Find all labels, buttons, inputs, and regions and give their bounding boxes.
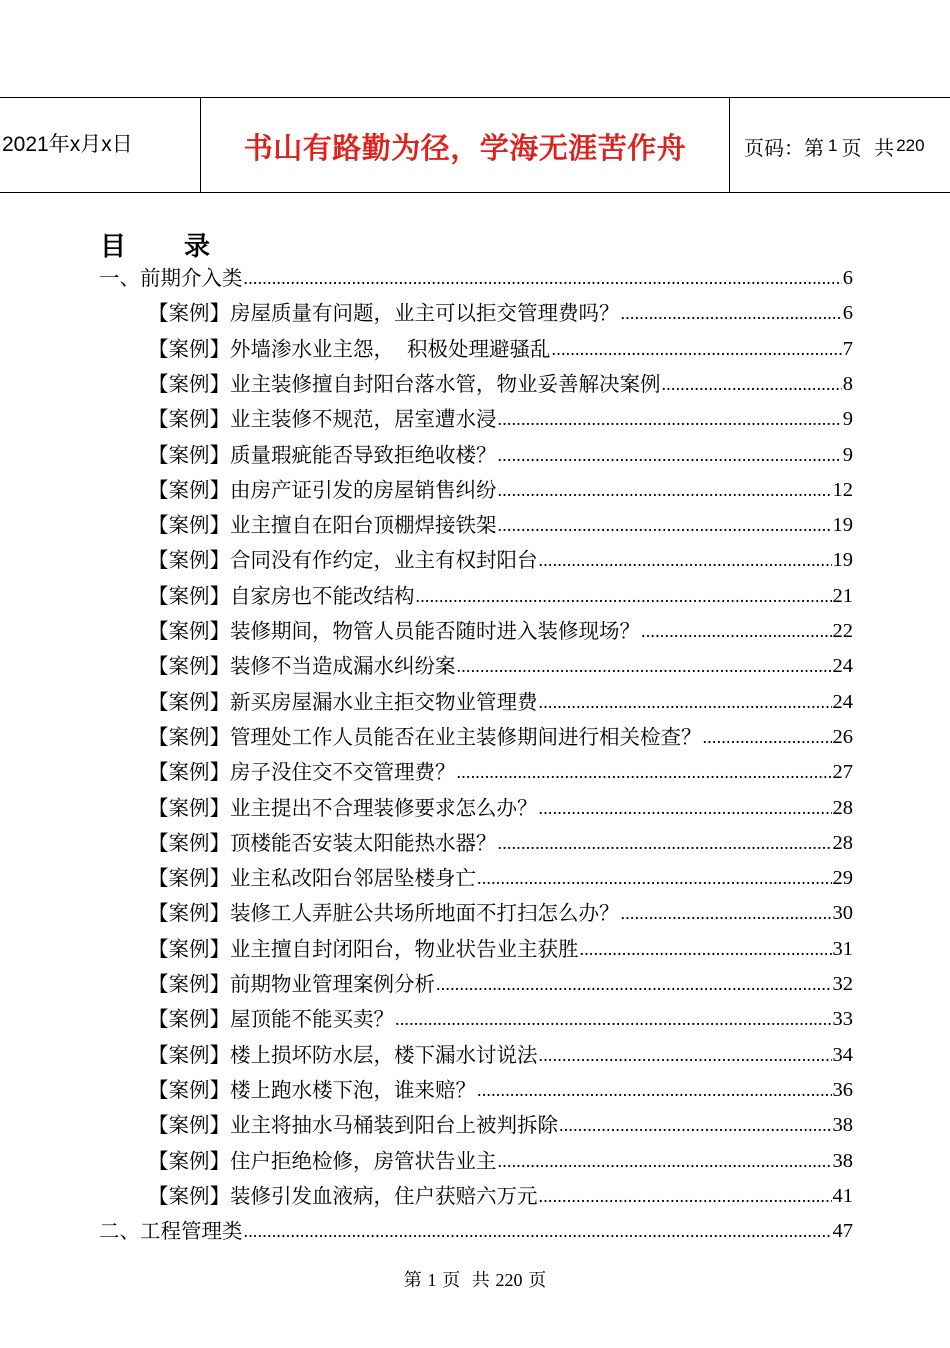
- toc-entry-title: 【案例】屋顶能不能买卖？: [148, 1007, 394, 1032]
- toc-entry-title: 【案例】外墙渗水业主怨， 积极处理避骚乱: [148, 336, 551, 361]
- toc-case-entry[interactable]: [148, 367, 853, 402]
- toc-case-entry[interactable]: [148, 438, 853, 473]
- toc-case-entry[interactable]: [148, 791, 853, 826]
- toc-entry-page: 41: [832, 1184, 853, 1207]
- toc-dot-leader: [498, 473, 832, 508]
- toc-dot-leader: [621, 296, 842, 331]
- toc-case-entry[interactable]: [148, 1144, 853, 1179]
- toc-entry-title: 【案例】自家房也不能改结构: [148, 583, 415, 608]
- toc-entry-title: 【案例】业主私改阳台邻居坠楼身亡: [148, 866, 476, 891]
- footer-mid: 页 共: [442, 1270, 490, 1291]
- toc-case-entry[interactable]: [148, 1073, 853, 1108]
- toc-entry-title: 【案例】合同没有作约定，业主有权封阳台: [148, 548, 538, 573]
- toc-entry-title: 【案例】业主将抽水马桶装到阳台上被判拆除: [148, 1113, 558, 1138]
- toc-entry-title: 【案例】楼上损坏防水层，楼下漏水讨说法: [148, 1042, 538, 1067]
- toc-dot-leader: [395, 1002, 832, 1037]
- toc-case-entry[interactable]: [148, 1002, 853, 1037]
- toc-case-entry[interactable]: [148, 1038, 853, 1073]
- toc-section-entry[interactable]: [99, 1214, 853, 1249]
- toc-entry-page: 24: [832, 690, 853, 713]
- toc-entry-title: 【案例】装修工人弄脏公共场所地面不打扫怎么办？: [148, 901, 620, 926]
- toc-entry-page: 47: [832, 1220, 853, 1243]
- toc-entry-title: 【案例】房子没住交不交管理费？: [148, 760, 456, 785]
- toc-entry-page: 9: [842, 408, 853, 431]
- footer-suffix: 页: [528, 1270, 547, 1291]
- toc-dot-leader: [662, 367, 842, 402]
- toc-case-entry[interactable]: [148, 332, 853, 367]
- toc-dot-leader: [244, 1214, 832, 1249]
- toc-case-entry[interactable]: [148, 1179, 853, 1214]
- toc-dot-leader: [457, 649, 832, 684]
- toc-case-entry[interactable]: [148, 861, 853, 896]
- toc-dot-leader: [498, 402, 842, 437]
- toc-title-right: 录: [184, 232, 211, 262]
- toc-case-entry[interactable]: [148, 508, 853, 543]
- toc-dot-leader: [436, 967, 832, 1002]
- toc-dot-leader: [498, 1144, 832, 1179]
- toc-case-entry[interactable]: [148, 896, 853, 931]
- toc-entry-page: 28: [832, 796, 853, 819]
- toc-dot-leader: [621, 896, 832, 931]
- toc-dot-leader: [539, 791, 832, 826]
- toc-dot-leader: [539, 543, 832, 578]
- toc-entry-page: 38: [832, 1114, 853, 1137]
- toc-dot-leader: [457, 755, 832, 790]
- page-header: [0, 97, 950, 193]
- toc-section-entry[interactable]: [99, 261, 853, 296]
- toc-entry-page: 12: [832, 478, 853, 501]
- toc-title: [100, 226, 210, 263]
- toc-entry-page: 22: [832, 620, 853, 642]
- toc-entry-page: 9: [842, 443, 853, 466]
- toc-case-entry[interactable]: [148, 296, 853, 331]
- toc-entry-page: 32: [832, 973, 853, 995]
- toc-entry-title: 【案例】质量瑕疵能否导致拒绝收楼？: [148, 442, 497, 467]
- toc-entry-title: 【案例】业主装修擅自封阳台落水管，物业妥善解决案例: [148, 371, 661, 396]
- toc-entry-title: 二、工程管理类: [99, 1219, 243, 1244]
- toc-entry-page: 36: [832, 1078, 853, 1101]
- toc-entry-page: 27: [832, 761, 853, 784]
- toc-case-entry[interactable]: [148, 614, 853, 649]
- toc-case-entry[interactable]: [148, 1108, 853, 1143]
- toc-entry-page: 24: [832, 655, 853, 678]
- toc-entry-title: 【案例】装修引发血液病，住户获赔六万元: [148, 1183, 538, 1208]
- toc-entry-title: 【案例】业主擅自在阳台顶棚焊接铁架: [148, 513, 497, 538]
- footer-current: 1: [427, 1270, 437, 1290]
- toc-entry-title: 【案例】业主提出不合理装修要求怎么办？: [148, 795, 538, 820]
- toc-entry-page: 33: [832, 1008, 853, 1031]
- header-date: 2021年x月x日: [0, 98, 201, 192]
- toc-case-entry[interactable]: [148, 473, 853, 508]
- toc-dot-leader: [539, 1038, 832, 1073]
- toc-dot-leader: [559, 1108, 832, 1143]
- header-motto: 书山有路勤为径，学海无涯苦作舟: [201, 98, 730, 192]
- header-page-mid: 页 共: [841, 135, 895, 160]
- toc-case-entry[interactable]: [148, 579, 853, 614]
- header-page-number: [730, 98, 950, 192]
- toc-case-entry[interactable]: [148, 932, 853, 967]
- toc-entry-title: 【案例】装修不当造成漏水纠纷案: [148, 654, 456, 679]
- header-page-total: 220: [896, 136, 925, 155]
- toc-entry-page: 21: [832, 584, 853, 607]
- toc-entry-title: 【案例】新买房屋漏水业主拒交物业管理费: [148, 689, 538, 714]
- toc-dot-leader: [498, 826, 832, 861]
- toc-dot-leader: [498, 508, 832, 543]
- toc-case-entry[interactable]: [148, 649, 853, 684]
- toc-entry-title: 【案例】房屋质量有问题，业主可以拒交管理费吗？: [148, 301, 620, 326]
- toc-dot-leader: [539, 1179, 832, 1214]
- toc-dot-leader: [552, 332, 842, 367]
- toc-entry-page: 8: [842, 372, 853, 395]
- toc-entry-title: 【案例】业主擅自封闭阳台，物业状告业主获胜: [148, 936, 579, 961]
- toc-entry-page: 30: [832, 902, 853, 925]
- toc-entry-title: 【案例】由房产证引发的房屋销售纠纷: [148, 477, 497, 502]
- toc-dot-leader: [244, 261, 842, 296]
- header-page-current: 1: [828, 136, 838, 155]
- toc-title-left: 目: [100, 232, 127, 262]
- toc-dot-leader: [498, 438, 842, 473]
- toc-entry-title: 一、前期介入类: [99, 266, 243, 290]
- toc-dot-leader: [580, 932, 832, 967]
- footer-total: 220: [495, 1270, 523, 1290]
- toc-dot-leader: [477, 861, 832, 896]
- toc-dot-leader: [416, 579, 832, 614]
- toc-entry-page: 28: [832, 831, 853, 854]
- toc-dot-leader: [477, 1073, 832, 1108]
- toc-entry-title: 【案例】顶楼能否安装太阳能热水器？: [148, 830, 497, 855]
- toc-entry-page: 6: [842, 267, 853, 289]
- toc-entry-title: 【案例】业主装修不规范，居室遭水浸: [148, 407, 497, 432]
- toc-case-entry[interactable]: [148, 720, 853, 755]
- toc-entry-page: 7: [842, 337, 853, 360]
- toc-entry-page: 6: [842, 302, 853, 325]
- toc-entry-page: 19: [832, 514, 853, 537]
- toc-dot-leader: [703, 720, 832, 755]
- toc-entry-page: 26: [832, 725, 853, 748]
- toc-entry-page: 29: [832, 867, 853, 890]
- toc-entry-title: 【案例】住户拒绝检修，房管状告业主: [148, 1148, 497, 1173]
- toc-case-entry[interactable]: [148, 685, 853, 720]
- footer-prefix: 第: [403, 1270, 422, 1291]
- toc-entry-title: 【案例】管理处工作人员能否在业主装修期间进行相关检查？: [148, 724, 702, 749]
- toc-entry-title: 【案例】装修期间，物管人员能否随时进入装修现场？: [148, 619, 640, 643]
- toc-case-entry[interactable]: [148, 402, 853, 437]
- toc-case-entry[interactable]: [148, 967, 853, 1002]
- toc-case-entry[interactable]: [148, 543, 853, 578]
- toc-entry-page: 31: [832, 937, 853, 960]
- toc-dot-leader: [539, 685, 832, 720]
- toc-entry-title: 【案例】楼上跑水楼下泡，谁来赔？: [148, 1077, 476, 1102]
- toc-entry-title: 【案例】前期物业管理案例分析: [148, 972, 435, 996]
- toc-case-entry[interactable]: [148, 755, 853, 790]
- toc-entry-page: 38: [832, 1149, 853, 1172]
- toc-case-entry[interactable]: [148, 826, 853, 861]
- header-page-label: 页码：第: [744, 135, 824, 160]
- toc-entry-page: 19: [832, 549, 853, 572]
- toc-entry-page: 34: [832, 1043, 853, 1066]
- page-footer: [0, 1266, 950, 1292]
- toc-dot-leader: [641, 614, 832, 649]
